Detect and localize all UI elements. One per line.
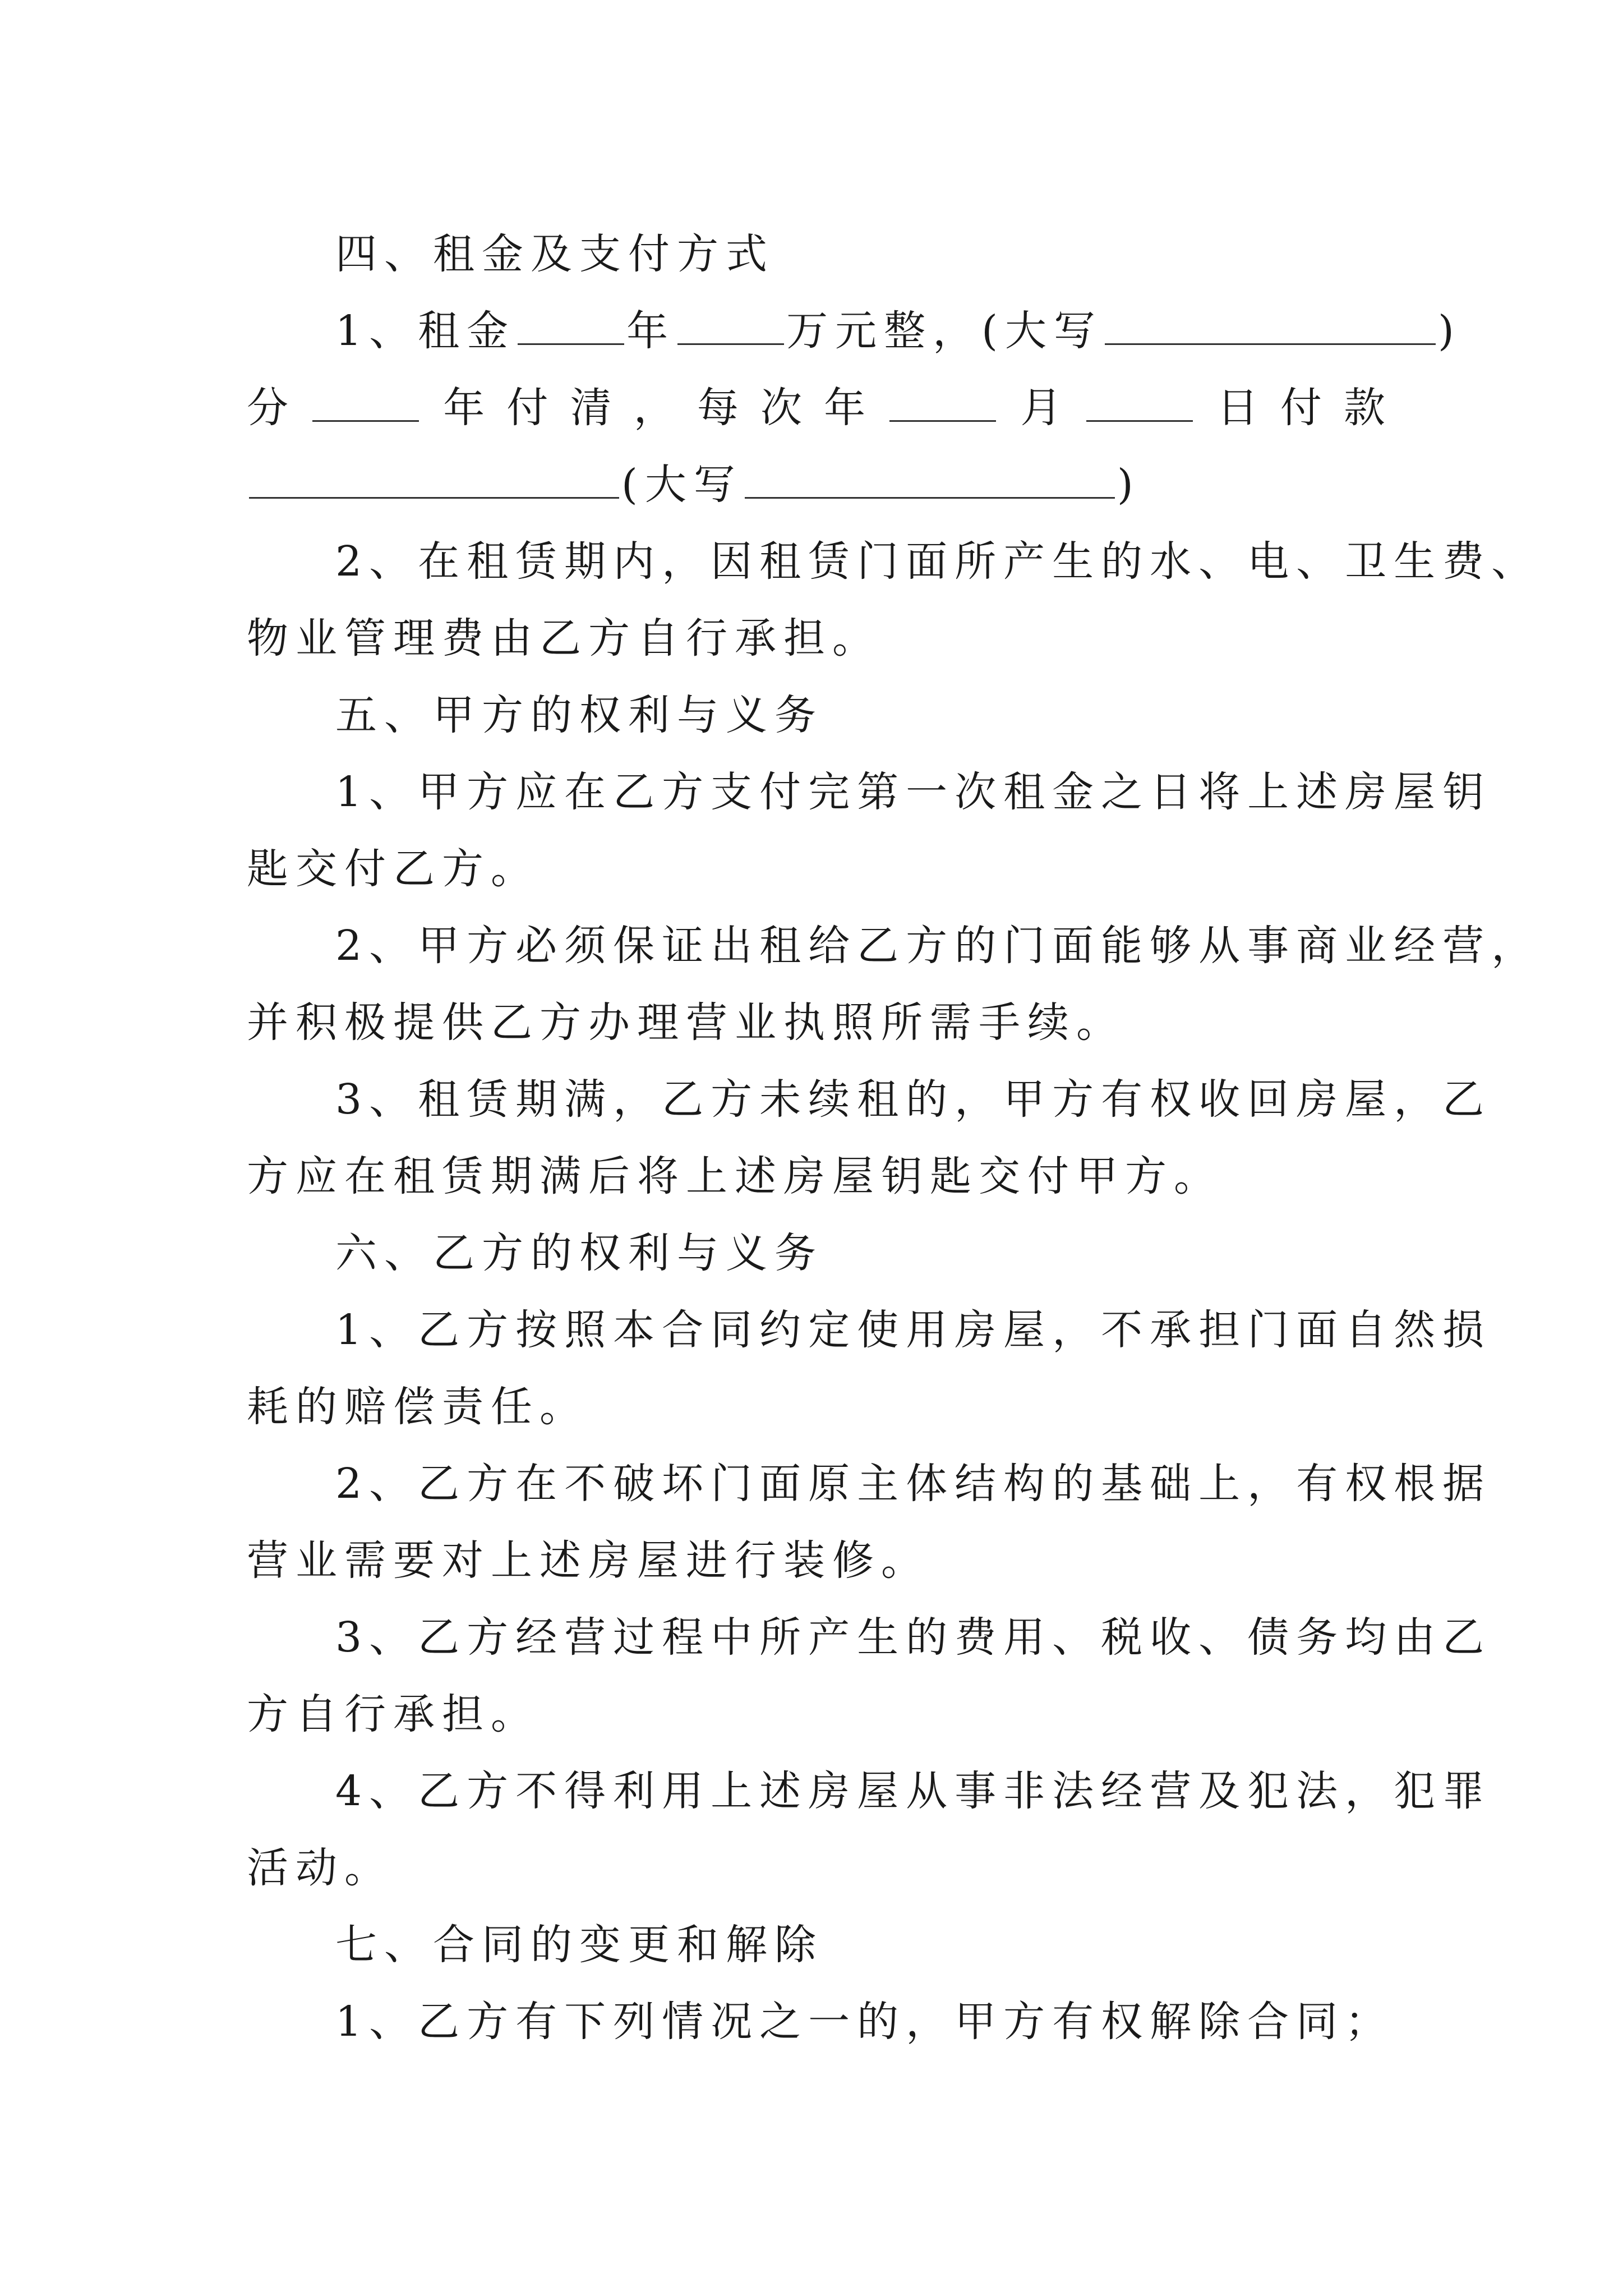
section-heading: 六、乙方的权利与义务: [335, 1229, 823, 1277]
fill-blank: [889, 389, 996, 422]
document-body: [247, 216, 1541, 2060]
fill-blank: [312, 389, 419, 422]
clause-line: 1、甲方应在乙方支付完第一次租金之日将上述房屋钥: [335, 768, 1492, 816]
clause-char: 分: [247, 384, 288, 432]
clause-char: 次: [760, 384, 802, 432]
clause-line: 2、在租赁期内，因租赁门面所产生的水、电、卫生费、: [335, 537, 1541, 586]
clause-line: 活动。: [247, 1844, 393, 1892]
clause-text: ): [1437, 307, 1461, 355]
clause-char: 付: [1280, 384, 1322, 432]
clause-char: 日: [1216, 384, 1258, 432]
clause-line: 3、乙方经营过程中所产生的费用、税收、债务均由乙: [335, 1613, 1492, 1662]
clause-text: 年: [626, 307, 676, 355]
section-heading: 七、合同的变更和解除: [335, 1921, 823, 1969]
fill-blank: [677, 312, 784, 345]
clause-char: 年: [824, 384, 866, 432]
rent-clause-line-3: [247, 447, 1385, 523]
clause-line: 方自行承担。: [247, 1690, 540, 1738]
clause-line: 营业需要对上述房屋进行装修。: [247, 1536, 930, 1585]
clause-char: 付: [506, 384, 548, 432]
clause-line: 并积极提供乙方办理营业执照所需手续。: [247, 999, 1125, 1047]
clause-char: ，: [633, 384, 675, 432]
clause-text: 万元整，(大写: [786, 307, 1103, 355]
clause-text: ): [1117, 461, 1141, 509]
clause-line: 匙交付乙方。: [247, 845, 540, 893]
section-heading: 五、甲方的权利与义务: [335, 691, 823, 739]
clause-char: 年: [443, 384, 485, 432]
clause-line: 1、乙方有下列情况之一的，甲方有权解除合同；: [335, 1998, 1394, 2046]
clause-text: (大写: [621, 461, 743, 509]
clause-char: 款: [1343, 384, 1385, 432]
clause-line: 1、乙方按照本合同约定使用房屋，不承担门面自然损: [335, 1306, 1492, 1354]
fill-blank: [1105, 312, 1436, 345]
rent-clause-line-1: [247, 293, 1461, 370]
fill-blank: [1086, 389, 1193, 422]
fill-blank: [518, 312, 624, 345]
clause-line: 2、甲方必须保证出租给乙方的门面能够从事商业经营，: [335, 922, 1541, 970]
clause-line: 4、乙方不得利用上述房屋从事非法经营及犯法，犯罪: [335, 1767, 1492, 1815]
clause-line: 耗的赔偿责任。: [247, 1383, 588, 1431]
clause-line: 方应在租赁期满后将上述房屋钥匙交付甲方。: [247, 1152, 1223, 1200]
clause-char: 月: [1020, 384, 1062, 432]
clause-line: 2、乙方在不破坏门面原主体结构的基础上，有权根据: [335, 1460, 1492, 1508]
clause-line: 物业管理费由乙方自行承担。: [247, 614, 881, 662]
section-heading: 四、租金及支付方式: [335, 230, 774, 278]
rent-clause-line-2: [247, 370, 1385, 447]
clause-char: 清: [570, 384, 612, 432]
clause-char: 每: [697, 384, 739, 432]
clause-line: 3、租赁期满，乙方未续租的，甲方有权收回房屋，乙: [335, 1075, 1492, 1124]
clause-text: 1、租金: [335, 307, 516, 355]
fill-blank: [249, 466, 619, 499]
fill-blank: [745, 466, 1115, 499]
